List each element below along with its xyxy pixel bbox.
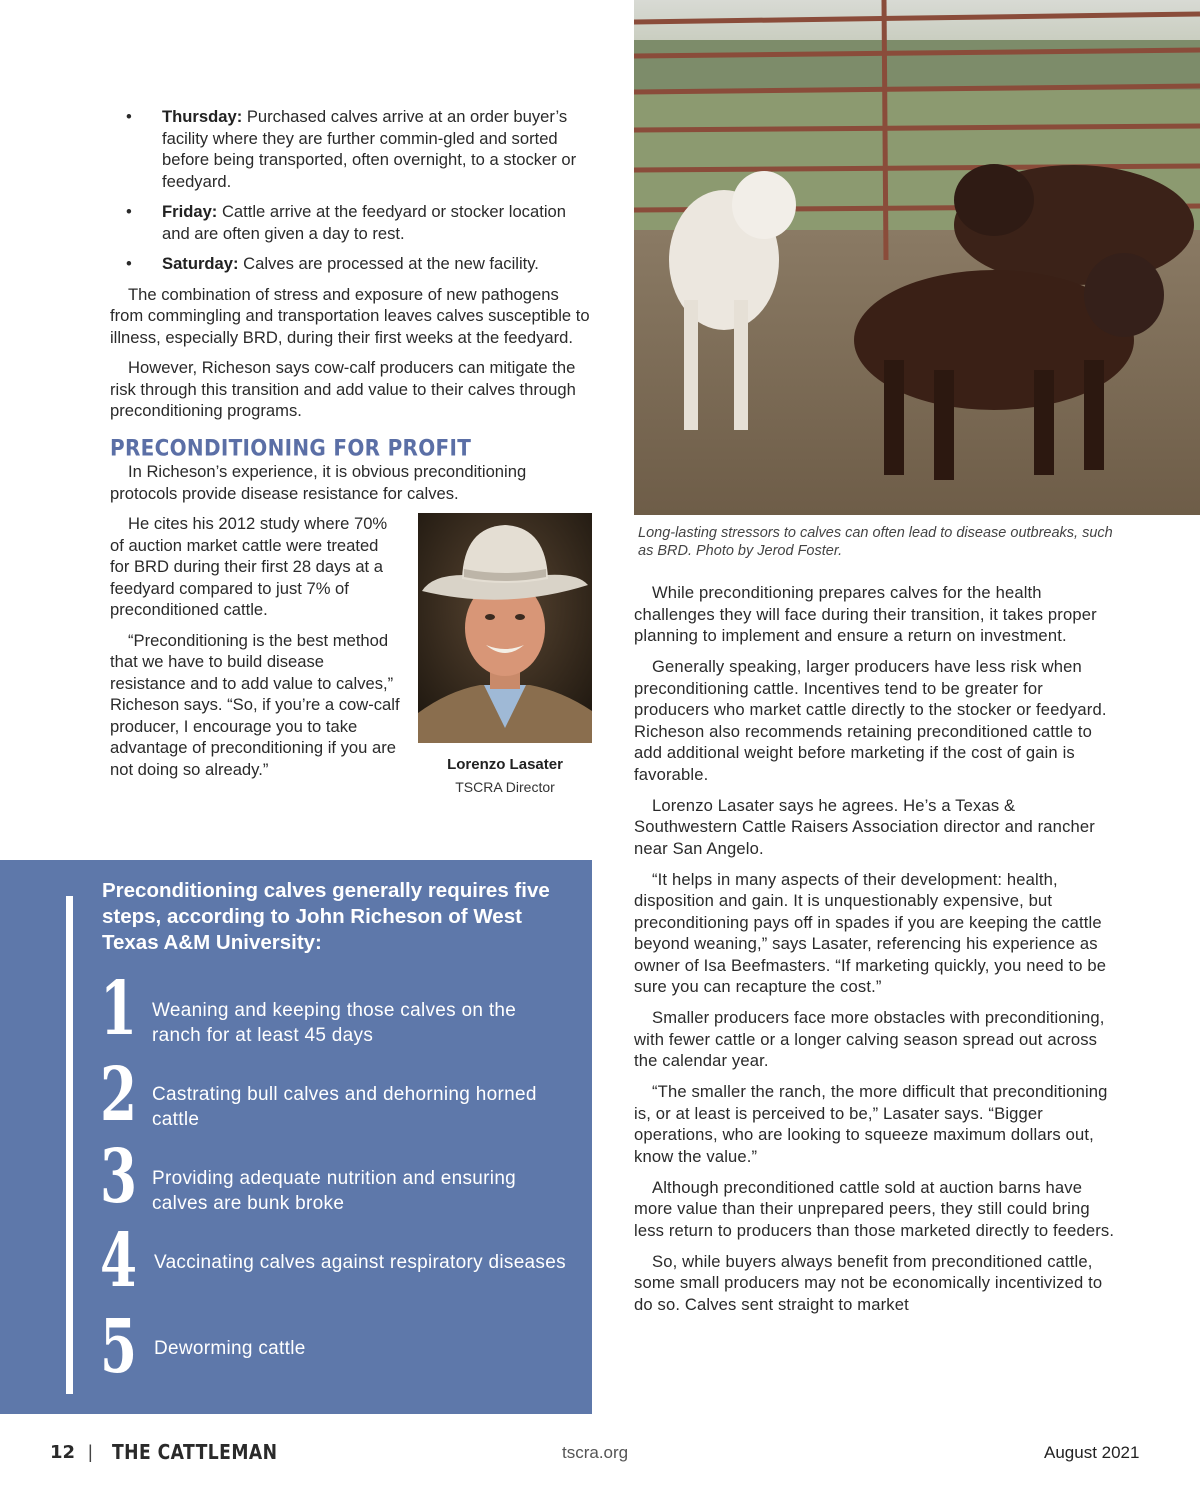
step-text: Providing adequate nutrition and ensuring calves are bunk broke	[152, 1168, 517, 1214]
body-paragraph: “The smaller the ranch, the more difficult that preconditioning is, or at least is perceived to be,” Lasater says. “Bigger operations, who are looking to squeeze maximum dollars out, know the value.”	[634, 1082, 1108, 1166]
photo-text-block	[110, 513, 594, 795]
portrait-role: TSCRA Director	[455, 778, 555, 795]
body-paragraph: Lorenzo Lasater says he agrees. He’s a Texas & Southwestern Cattle Raisers Association director and rancher near San Angelo.	[634, 795, 1095, 858]
body-paragraph: “It helps in many aspects of their development: health, disposition and gain. It is unquestionably expensive, but preconditioning pays off in spades if you are keeping the cattle beyond weaning,” says Lasater, referencing his experience as owner of Isa Beefmasters. “If marketing quickly, you need to be sure you can recapture the cost.”	[634, 869, 1107, 996]
list-item-term: Thursday:	[162, 107, 243, 126]
body-paragraph: He cites his 2012 study where 70% of auction market cattle were treated for BRD during their first 28 days at a feedyard compared to just 7% of preconditioned cattle.	[110, 514, 388, 619]
schedule-list	[110, 106, 594, 275]
left-column	[110, 106, 594, 795]
steps-sidebar	[0, 860, 592, 1414]
body-paragraph: Although preconditioned cattle sold at auction barns have more value than their unprepared peers, they still could bring less return to producers than those marketed directly to feeders.	[634, 1177, 1115, 1240]
step-item	[100, 966, 570, 1052]
section-heading: PRECONDITIONING FOR PROFIT	[110, 434, 472, 461]
list-item	[110, 253, 594, 275]
sidebar-rule	[66, 896, 73, 1394]
body-paragraph: In Richeson’s experience, it is obvious preconditioning protocols provide disease resistance for calves.	[110, 462, 527, 503]
list-item	[110, 106, 594, 192]
step-item	[100, 1218, 570, 1304]
page-number: 12	[50, 1442, 76, 1463]
step-number: 3	[100, 1134, 138, 1220]
step-number: 2	[100, 1052, 138, 1138]
body-paragraph: So, while buyers always benefit from preconditioned cattle, some small producers may not be economically incentivized to do so. Calves sent straight to market	[634, 1251, 1103, 1314]
publication-name: THE CATTLEMAN	[112, 1440, 278, 1464]
step-text: Deworming cattle	[154, 1338, 306, 1359]
page-footer	[0, 1440, 1200, 1470]
body-paragraph: The combination of stress and exposure of new pathogens from commingling and transportation leaves calves susceptible to illness, especially BRD, during their first weeks at the feedyard.	[110, 284, 590, 347]
list-item-text: Cattle arrive at the feedyard or stocker location and are often given a day to rest.	[162, 202, 566, 243]
step-item	[100, 1304, 570, 1390]
sidebar-intro: Preconditioning calves generally requires five steps, according to John Richeson of West Texas A&M University:	[102, 879, 550, 954]
list-item-term: Saturday:	[162, 254, 239, 273]
list-item	[110, 201, 594, 244]
portrait-name: Lorenzo Lasater	[447, 756, 563, 773]
calves-image	[634, 0, 1200, 515]
body-paragraph: However, Richeson says cow-calf producers can mitigate the risk through this transition and add value to their calves through preconditioning programs.	[110, 358, 576, 420]
body-paragraph: Smaller producers face more obstacles with preconditioning, with fewer cattle or a longer calving season spread out across the calendar year.	[634, 1008, 1105, 1070]
list-item-term: Friday:	[162, 202, 218, 221]
portrait-photo	[418, 513, 592, 743]
step-item	[100, 1052, 570, 1138]
portrait-image	[418, 513, 592, 743]
right-column	[634, 582, 1118, 1325]
step-text: Castrating bull calves and dehorning horned cattle	[152, 1084, 537, 1130]
step-item	[100, 1134, 570, 1220]
step-number: 4	[100, 1218, 138, 1304]
body-paragraph: “Preconditioning is the best method that we have to build disease resistance and to add value to calves,” Richeson says. “So, if you’re a cow-calf producer, I encourage you to take advantage of preconditioning if you are not doing so already.”	[110, 630, 400, 779]
footer-separator: |	[88, 1442, 93, 1462]
step-text: Vaccinating calves against respiratory diseases	[154, 1252, 566, 1273]
list-item-text: Purchased calves arrive at an order buyer’s facility where they are further commin-gled and sorted before being transported, often overnight, to a stocker or feedyard.	[162, 107, 577, 191]
photo-caption: Long-lasting stressors to calves can often lead to disease outbreaks, such as BRD. Photo by Jerod Foster.	[638, 525, 1113, 559]
website-link[interactable]: tscra.org	[562, 1443, 629, 1462]
body-paragraph: Generally speaking, larger producers have less risk when preconditioning cattle. Incentives tend to be greater for producers who market cattle directly to the stocker or feedyard. Richeson also recommends retaining preconditioned cattle to add additional weight before marketing if the cost of gain is favorable.	[634, 657, 1107, 784]
step-number: 5	[100, 1304, 138, 1390]
step-text: Weaning and keeping those calves on the ranch for at least 45 days	[152, 1000, 517, 1046]
issue-date: August 2021	[1044, 1443, 1140, 1462]
body-paragraph: While preconditioning prepares calves for the health challenges they will face during their transition, it takes proper planning to implement and ensure a return on investment.	[634, 583, 1097, 645]
step-number: 1	[100, 966, 138, 1052]
list-item-text: Calves are processed at the new facility.	[238, 254, 539, 273]
calves-photo	[634, 0, 1200, 515]
portrait-figure	[418, 513, 592, 798]
